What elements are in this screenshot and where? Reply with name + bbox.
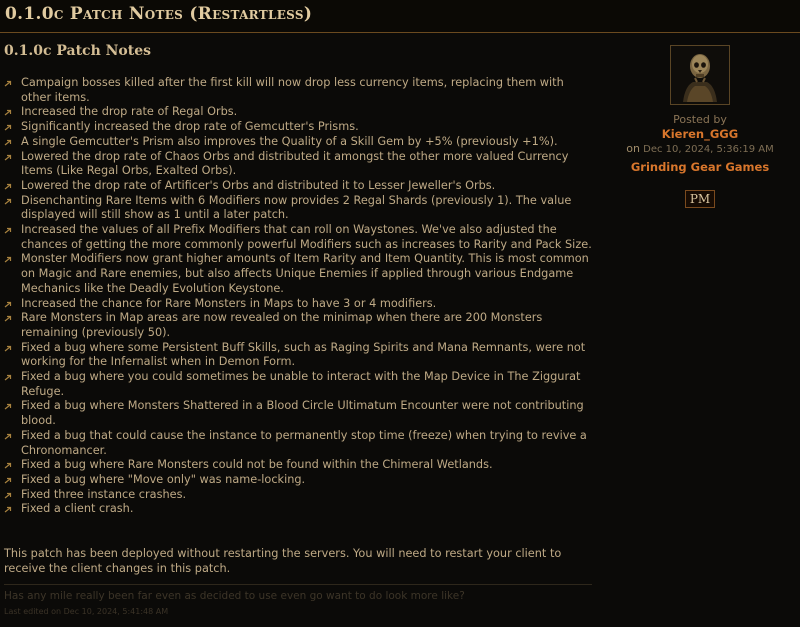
patch-note-text: Rare Monsters in Map areas are now revealed on the minimap when there are 200 Monsters remaining (previously 50).: [21, 311, 543, 339]
patch-note-item: [4, 341, 594, 370]
post-date-line: [600, 142, 800, 155]
bullet-arrow-icon: [4, 301, 14, 308]
bullet-arrow-icon: [4, 227, 14, 234]
title-bar: [0, 0, 800, 33]
patch-note-item: [4, 429, 594, 458]
bullet-arrow-icon: [4, 124, 14, 131]
patch-note-item: [4, 370, 594, 399]
bullet-arrow-icon: [4, 506, 14, 513]
bullet-arrow-icon: [4, 492, 14, 499]
patch-note-text: Fixed a bug where Monsters Shattered in a Blood Circle Ultimatum Encounter were not contributing blood.: [21, 399, 584, 428]
patch-note-item: [4, 488, 594, 503]
avatar[interactable]: [670, 45, 730, 105]
patch-note-text: A single Gemcutter's Prism also improves the Quality of a Skill Gem by +5% (previously +1%).: [21, 134, 558, 148]
bullet-arrow-icon: [4, 139, 14, 146]
patch-note-text: Monster Modifiers now grant higher amounts of Item Rarity and Item Quantity. This is most common on Magic and Rare enemies, but also affects Unique Enemies if applied through various Endgame Mechanics like the Deadly Evolution Keystone.: [21, 252, 589, 295]
patch-note-item: [4, 473, 594, 488]
patch-note-item: [4, 105, 594, 120]
last-edited: Last edited on Dec 10, 2024, 5:41:48 AM: [4, 607, 169, 616]
bullet-arrow-icon: [4, 477, 14, 484]
bullet-arrow-icon: [4, 345, 14, 352]
author-sidebar: [600, 45, 800, 208]
patch-note-text: Fixed three instance crashes.: [21, 487, 187, 501]
post-footer-text: This patch has been deployed without restarting the servers. You will need to restart your client to receive the client changes in this patch.: [4, 547, 562, 575]
pm-button[interactable]: PM: [685, 190, 715, 208]
patch-note-text: Disenchanting Rare Items with 6 Modifiers now provides 2 Regal Shards (previously 1). The value displayed will still show as 1 until a later patch.: [21, 193, 572, 222]
on-label: on: [626, 142, 640, 155]
bullet-arrow-icon: [4, 80, 14, 87]
signature-divider: [4, 584, 592, 585]
patch-note-text: Lowered the drop rate of Chaos Orbs and distributed it amongst the other more valued Currency Items (Like Regal Orbs, Exalted Orbs).: [21, 149, 569, 178]
patch-note-item: [4, 399, 594, 428]
patch-note-text: Fixed a bug where you could sometimes be unable to interact with the Map Device in The Ziggurat Refuge.: [21, 370, 581, 398]
page-title: 0.1.0c Patch Notes (Restartless): [5, 4, 313, 24]
patch-note-text: Increased the chance for Rare Monsters in Maps to have 3 or 4 modifiers.: [21, 296, 437, 310]
patch-note-item: [4, 502, 594, 517]
patch-note-text: Fixed a client crash.: [21, 502, 134, 516]
patch-note-text: Increased the values of all Prefix Modifiers that can roll on Waystones. We've also adjusted the chances of getting the more commonly powerful Modifiers such as increases to Rarity and Pack Size.: [21, 223, 592, 251]
bullet-arrow-icon: [4, 183, 14, 190]
patch-note-item: [4, 194, 594, 223]
bullet-arrow-icon: [4, 403, 14, 410]
patch-note-item: [4, 150, 594, 179]
author-name[interactable]: Kieren_GGG: [661, 127, 739, 141]
bullet-arrow-icon: [4, 154, 14, 161]
company-name: Grinding Gear Games: [630, 160, 770, 174]
bullet-arrow-icon: [4, 374, 14, 381]
patch-note-item: [4, 223, 594, 252]
bullet-arrow-icon: [4, 315, 14, 322]
bullet-arrow-icon: [4, 198, 14, 205]
patch-note-item: [4, 135, 594, 150]
patch-note-text: Lowered the drop rate of Artificer's Orbs and distributed it to Lesser Jeweller's Orbs.: [21, 178, 496, 192]
patch-note-text: Campaign bosses killed after the first kill will now drop less currency items, replacing them with other items.: [21, 76, 564, 104]
patch-note-item: [4, 76, 594, 105]
bullet-arrow-icon: [4, 256, 14, 263]
patch-note-text: Significantly increased the drop rate of Gemcutter's Prisms.: [21, 120, 359, 134]
posted-by-label: Posted by: [673, 113, 727, 126]
patch-note-item: [4, 297, 594, 312]
patch-note-item: [4, 120, 594, 135]
patch-note-text: Fixed a bug where some Persistent Buff Skills, such as Raging Spirits and Mana Remnants, were not working for the Infernalist when in Demon Form.: [21, 340, 586, 369]
patch-note-text: Increased the drop rate of Regal Orbs.: [21, 105, 238, 119]
post-content: [0, 33, 800, 627]
post-date: Dec 10, 2024, 5:36:19 AM: [643, 144, 774, 155]
patch-note-item: [4, 179, 594, 194]
bullet-arrow-icon: [4, 433, 14, 440]
patch-note-text: Fixed a bug that could cause the instance to permanently stop time (freeze) when trying to revive a Chronomancer.: [21, 428, 587, 457]
patch-note-text: Fixed a bug where "Move only" was name-locking.: [21, 472, 306, 486]
patch-note-item: [4, 458, 594, 473]
patch-note-item: [4, 252, 594, 296]
patch-note-text: Fixed a bug where Rare Monsters could not be found within the Chimeral Wetlands.: [21, 458, 493, 472]
bullet-arrow-icon: [4, 462, 14, 469]
skull-avatar-icon: [671, 46, 729, 104]
signature: Has any mile really been far even as decided to use even go want to do look more like?: [4, 590, 465, 602]
bullet-arrow-icon: [4, 109, 14, 116]
patch-notes-list: [4, 76, 594, 517]
post-title: 0.1.0c Patch Notes: [4, 43, 152, 59]
patch-note-item: [4, 311, 594, 340]
